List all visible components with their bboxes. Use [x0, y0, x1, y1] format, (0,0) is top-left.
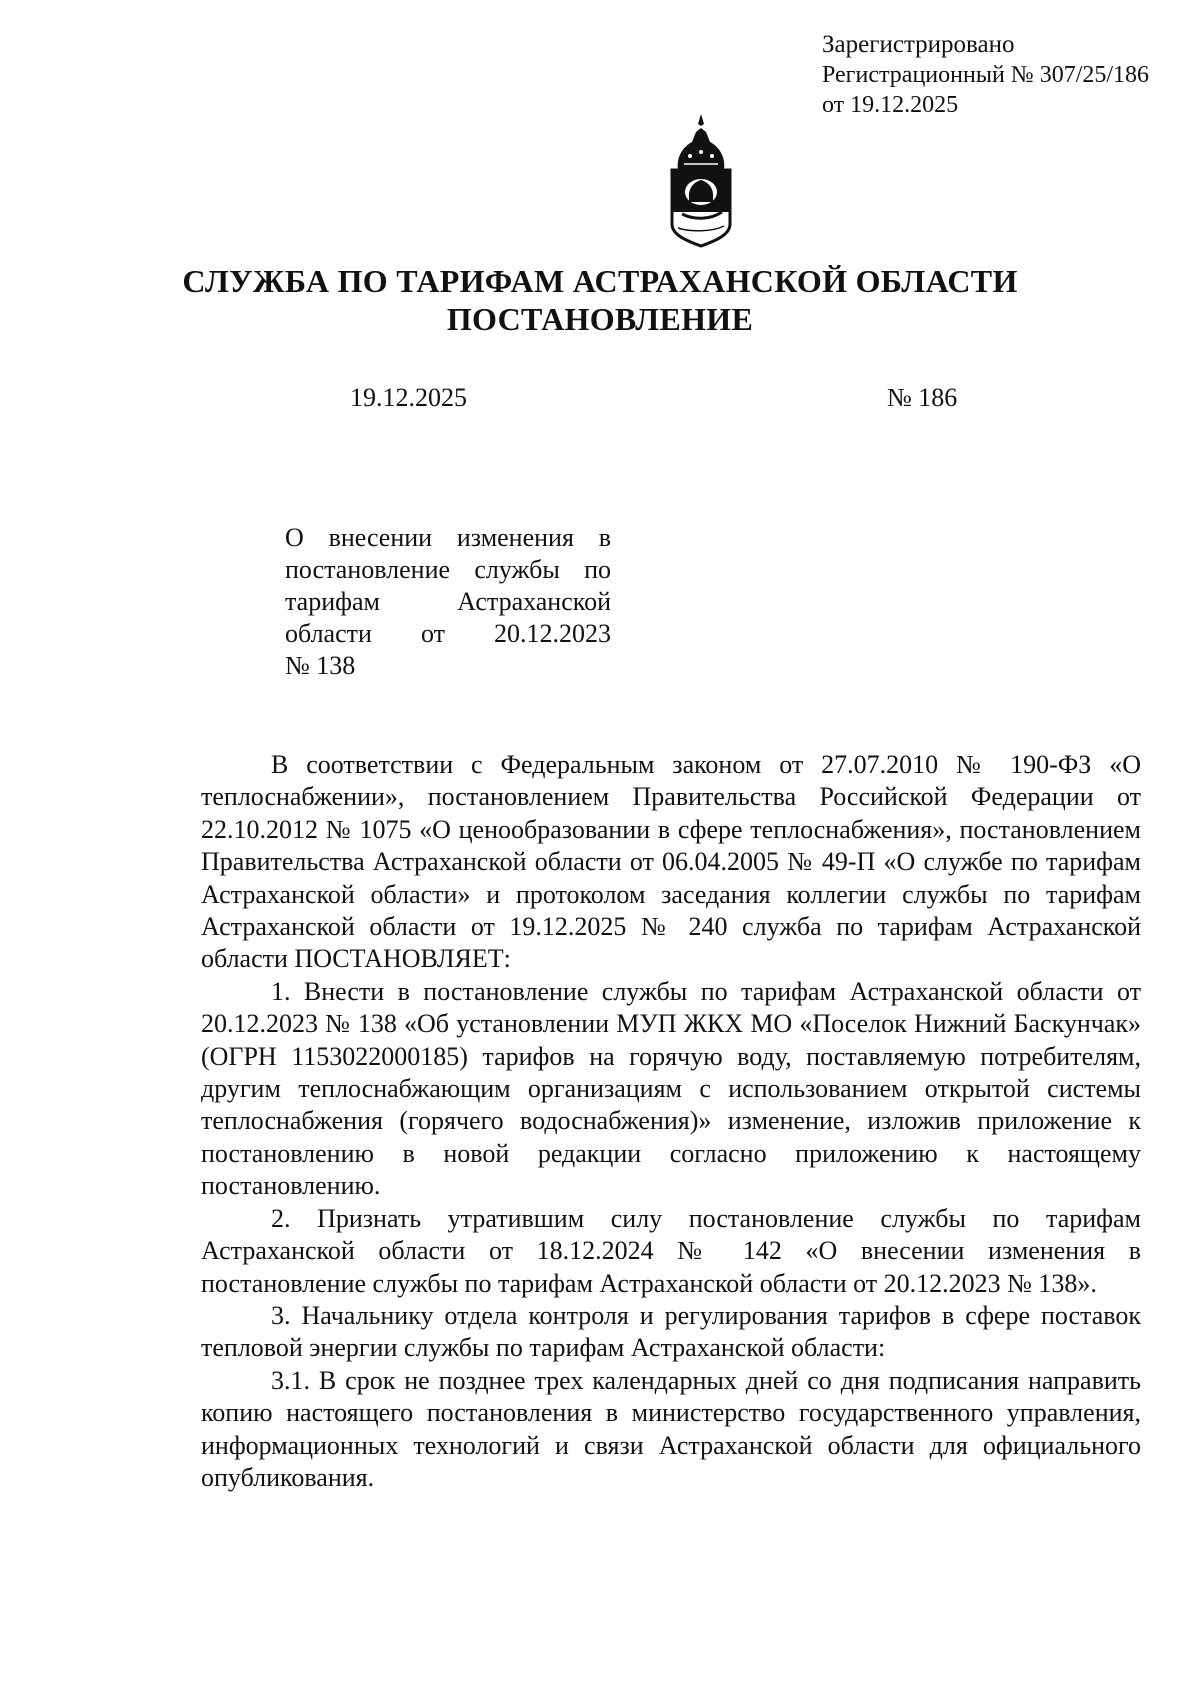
document-date: 19.12.2025 — [350, 383, 467, 412]
item-3-paragraph: 3. Начальнику отдела контроля и регулирования тарифов в сфере поставок тепловой энергии службы по тарифам Астраханской области: — [201, 1300, 1141, 1363]
registration-date: от 19.12.2025 — [822, 92, 959, 118]
subject-line: постановление службы по — [285, 555, 611, 584]
subject-line: тарифам Астраханской — [285, 587, 611, 616]
document-type-title: ПОСТАНОВЛЕНИЕ — [446, 301, 754, 338]
subject-line: О внесении изменения в — [285, 523, 611, 552]
subject-line: области от 20.12.2023 — [285, 619, 611, 648]
item-2-paragraph: 2. Признать утратившим силу постановление службы по тарифам Астраханской области от 18.12.2024 № 142 «О внесении изменения в постановление службы по тарифам Астраханской области от 20.12.2023 № 138». — [201, 1203, 1141, 1298]
item-1-paragraph: 1. Внести в постановление службы по тарифам Астраханской области от 20.12.2023 № 138 «Об установлении МУП ЖКХ МО «Поселок Нижний Баскунчак» (ОГРН 1153022000185) тарифов на горячую воду, поставляемую потребителям, другим теплоснабжающим организациям с использованием открытой системы теплоснабжения (горячего водоснабжения)» изменение, изложив приложение к постановлению в новой редакции согласно приложению к настоящему постановлению. — [201, 976, 1141, 1201]
registration-label: Зарегистрировано — [822, 31, 1015, 58]
organization-title: СЛУЖБА ПО ТАРИФАМ АСТРАХАНСКОЙ ОБЛАСТИ — [182, 263, 1018, 299]
document-subject — [285, 522, 611, 682]
item-3-1-paragraph: 3.1. В срок не позднее трех календарных дней со дня подписания направить копию настоящего постановления в министерство государственного управления, информационных технологий и связи Астраханской области для официального опубликования. — [201, 1365, 1141, 1492]
document-body — [201, 749, 1141, 1494]
preamble-paragraph: В соответствии с Федеральным законом от 27.07.2010 № 190-ФЗ «О теплоснабжении», постановлением Правительства Российской Федерации от 22.10.2012 № 1075 «О ценообразовании в сфере теплоснабжения», постановлением Правительства Астраханской области от 06.04.2005 № 49-П «О службе по тарифам Астраханской области» и протоколом заседания коллегии службы по тарифам Астраханской области от 19.12.2025 № 240 служба по тарифам Астраханской области ПОСТАНОВЛЯЕТ: — [201, 750, 1141, 974]
registration-number: Регистрационный № 307/25/186 — [822, 62, 1150, 88]
astrakhan-coat-of-arms-icon — [660, 112, 742, 248]
document-header — [0, 262, 1200, 339]
registration-stamp — [822, 30, 1149, 120]
document-number: № 186 — [887, 383, 958, 412]
subject-line: № 138 — [285, 651, 356, 680]
